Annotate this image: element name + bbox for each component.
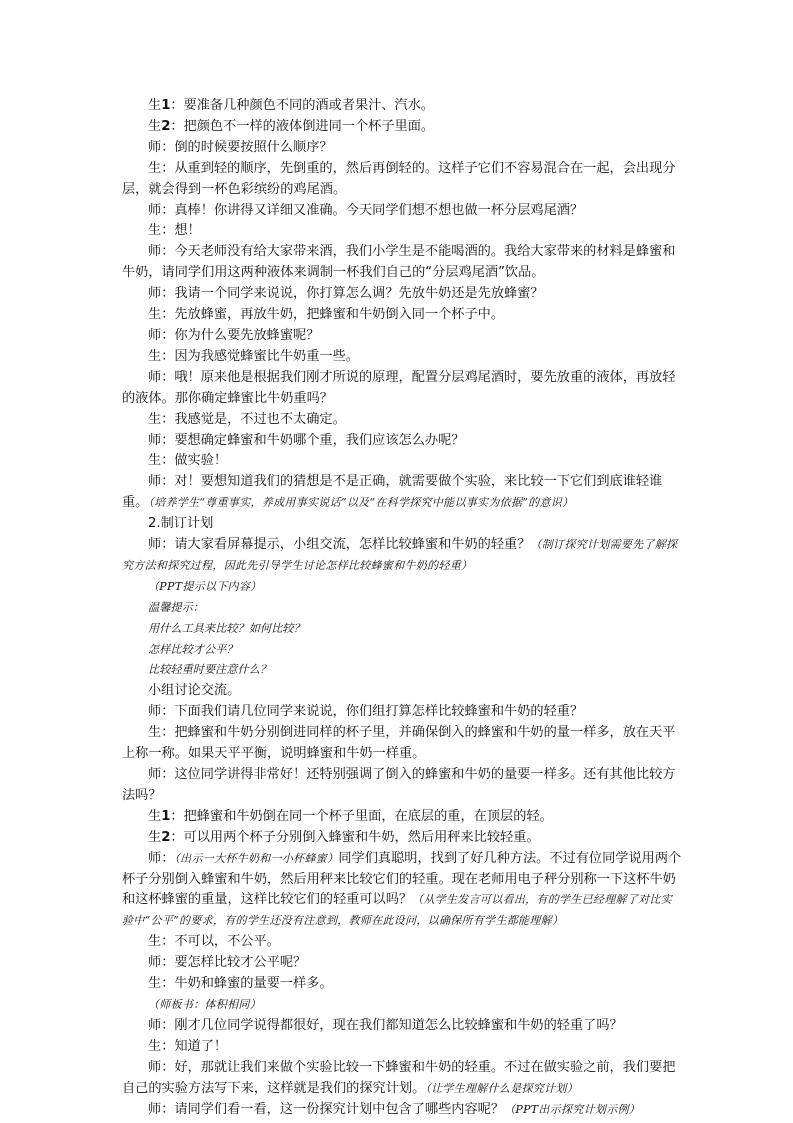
speaker: 师 bbox=[148, 286, 162, 302]
speaker: 生 bbox=[148, 160, 162, 176]
speaker: 师 bbox=[148, 1101, 162, 1117]
line-text: ：要准备几种颜色不同的酒或者果汁、汽水。 bbox=[170, 98, 435, 113]
line-text: ：从重到轻的顺序，先倒重的，然后再倒轻的。这样子它们不容易混合在一起，会出现分层，就会得到一杯色彩缤纷的鸡尾酒。 bbox=[122, 160, 676, 197]
tip-line: 比较轻重时要注意什么？ bbox=[148, 663, 272, 677]
speaker: 师 bbox=[148, 432, 162, 448]
tips-box bbox=[122, 598, 682, 682]
line-text: ：好，那就让我们来做个实验比较一下蜂蜜和牛奶的轻重。不过在做实验之前，我们要把自己的实验方法写下来，这样就是我们的探究计划。 bbox=[122, 1059, 676, 1096]
line-text: ：我感觉是，不过也不太确定。 bbox=[161, 411, 346, 427]
dialogue-line bbox=[122, 535, 682, 577]
line-text: ：刚才几位同学说得都很好，现在我们都知道怎么比较蜂蜜和牛奶的轻重了吗？ bbox=[161, 1017, 623, 1033]
speaker: 生 bbox=[148, 934, 162, 950]
tip-line: 怎样比较才公平？ bbox=[148, 642, 238, 656]
speaker: 生 bbox=[148, 976, 162, 992]
dialogue-line bbox=[122, 953, 682, 974]
line-text: ：知道了！ bbox=[161, 1038, 228, 1054]
speaker: 生 bbox=[148, 453, 162, 469]
ppt-hint: （PPT提示以下内容） bbox=[148, 579, 262, 593]
dialogue-line bbox=[122, 284, 682, 305]
dialogue-block-3 bbox=[122, 702, 682, 995]
speaker: 师 bbox=[148, 139, 162, 155]
line-text: ：先放蜂蜜，再放牛奶，把蜂蜜和牛奶倒入同一个杯子中。 bbox=[161, 307, 505, 323]
group-discuss: 小组讨论交流。 bbox=[148, 683, 241, 699]
dialogue-line bbox=[122, 368, 682, 410]
line-text: ：牛奶和蜂蜜的量要一样多。 bbox=[161, 976, 333, 992]
dialogue-line bbox=[122, 472, 682, 514]
line-text: ：请大家看屏幕提示，小组交流，怎样比较蜂蜜和牛奶的轻重？ bbox=[161, 537, 531, 553]
dialogue-line bbox=[122, 431, 682, 452]
speaker: 师 bbox=[148, 1059, 162, 1075]
speaker: 生 bbox=[148, 348, 162, 364]
speaker: 生 bbox=[148, 307, 162, 323]
teaching-note: （从学生发言可以看出，有的学生已经理解了对比实验中“公平”的要求，有的学生还没有注意到，教师在此设问，以确保所有学生都能理解） bbox=[122, 893, 673, 928]
dialogue-line bbox=[122, 723, 682, 765]
speaker-number: 1 bbox=[161, 98, 171, 113]
tip-line: 温馨提示： bbox=[148, 600, 204, 614]
speaker: 生 bbox=[148, 1038, 162, 1054]
dialogue-line bbox=[122, 702, 682, 723]
line-text: 同学们真聪明，找到了好几种方法。不过有位同学说用两个杯子分别倒入蜂蜜和牛奶，然后用秤来比较它们的轻重。现在老师用电子秤分别称一下这杯牛奶和这杯蜂蜜的重量，这样比较它们的轻重可以吗？ bbox=[122, 850, 682, 908]
speaker: 师 bbox=[148, 244, 162, 260]
dialogue-line bbox=[122, 1058, 682, 1100]
dialogue-line bbox=[122, 117, 682, 138]
tip-line: 用什么工具来比较？如何比较？ bbox=[148, 621, 305, 635]
dialogue-line bbox=[122, 765, 682, 807]
dialogue-block-1 bbox=[122, 96, 682, 514]
line-text: ：要怎样比较才公平呢？ bbox=[161, 955, 307, 971]
dialogue-line bbox=[122, 96, 682, 117]
dialogue-line bbox=[122, 347, 682, 368]
line-text: ：真棒！你讲得又详细又准确。今天同学们想不想也做一杯分层鸡尾酒？ bbox=[161, 202, 584, 218]
dialogue-line bbox=[122, 849, 682, 933]
speaker: 师 bbox=[148, 704, 162, 720]
line-text: ：对！要想知道我们的猜想是不是正确，就需要做个实验，来比较一下它们到底谁轻谁重。 bbox=[122, 474, 663, 511]
line-text: ：因为我感觉蜂蜜比牛奶重一些。 bbox=[161, 348, 359, 364]
teaching-note: （培养学生“尊重事实，养成用事实说话”以及“在科学探究中能以事实为依据”的意识） bbox=[148, 496, 574, 510]
speaker: 生 bbox=[148, 118, 162, 134]
speaker: 生 bbox=[148, 98, 162, 113]
speaker: 师 bbox=[148, 474, 162, 490]
line-text: ：请同学们看一看，这一份探究计划中包含了哪些内容呢？ bbox=[161, 1101, 505, 1117]
speaker: 师 bbox=[148, 767, 162, 782]
speaker-number: 2 bbox=[161, 118, 171, 134]
line-text: ：要想确定蜂蜜和牛奶哪个重，我们应该怎么办呢？ bbox=[161, 432, 465, 448]
dialogue-line bbox=[122, 305, 682, 326]
line-text: ：做实验！ bbox=[161, 453, 228, 469]
speaker: 师 bbox=[148, 850, 162, 866]
line-text: ：把颜色不一样的液体倒进同一个杯子里面。 bbox=[170, 118, 435, 134]
speaker: 师 bbox=[148, 955, 162, 971]
line-text: ：倒的时候要按照什么顺序？ bbox=[161, 139, 333, 155]
lesson-transcript bbox=[122, 96, 682, 1120]
stage-note: （出示一大杯牛奶和一小杯蜂蜜） bbox=[174, 851, 339, 865]
speaker: 生 bbox=[148, 829, 162, 845]
speaker: 生 bbox=[148, 808, 162, 824]
dialogue-line bbox=[122, 451, 682, 472]
line-text: ：下面我们请几位同学来说说，你们组打算怎样比较蜂蜜和牛奶的轻重？ bbox=[161, 704, 584, 720]
line-text: ：今天老师没有给大家带来酒，我们小学生是不能喝酒的。我给大家带来的材料是蜂蜜和牛奶，请同学们用这两种液体来调制一杯我们自己的“分层鸡尾酒”饮品。 bbox=[122, 244, 676, 281]
line-text: ： bbox=[161, 850, 175, 866]
speaker: 师 bbox=[148, 327, 162, 343]
speaker: 师 bbox=[148, 537, 162, 553]
board-note: （师板书：体积相同） bbox=[148, 997, 261, 1011]
dialogue-line bbox=[122, 410, 682, 431]
dialogue-line bbox=[122, 1016, 682, 1037]
dialogue-line bbox=[122, 974, 682, 995]
dialogue-line bbox=[122, 242, 682, 284]
line-text: ：把蜂蜜和牛奶倒在同一个杯子里面，在底层的重，在顶层的轻。 bbox=[170, 808, 553, 824]
dialogue-line bbox=[122, 221, 682, 242]
speaker: 师 bbox=[148, 369, 162, 385]
speaker: 师 bbox=[148, 202, 162, 218]
dialogue-line bbox=[122, 1037, 682, 1058]
line-text: ：哦！原来他是根据我们刚才所说的原理，配置分层鸡尾酒时，要先放重的液体，再放轻的液体。那你确定蜂蜜比牛奶重吗？ bbox=[122, 369, 676, 406]
speaker: 生 bbox=[148, 725, 162, 741]
dialogue-line bbox=[122, 807, 682, 828]
speaker: 生 bbox=[148, 223, 162, 239]
teaching-note: （让学生理解什么是探究计划） bbox=[425, 1081, 579, 1095]
line-text: ：不可以，不公平。 bbox=[161, 934, 280, 950]
dialogue-line bbox=[122, 932, 682, 953]
dialogue-line bbox=[122, 326, 682, 347]
speaker-number: 2 bbox=[161, 829, 171, 845]
line-text: ：我请一个同学来说说，你打算怎么调？先放牛奶还是先放蜂蜜？ bbox=[161, 286, 544, 302]
line-text: ：可以用两个杯子分别倒入蜂蜜和牛奶，然后用秤来比较轻重。 bbox=[170, 829, 540, 845]
speaker-number: 1 bbox=[161, 808, 171, 824]
speaker: 师 bbox=[148, 1017, 162, 1033]
speaker: 生 bbox=[148, 411, 162, 427]
line-text: ：把蜂蜜和牛奶分别倒进同样的杯子里，并确保倒入的蜂蜜和牛奶的量一样多，放在天平上称一称。如果天平平衡，说明蜂蜜和牛奶一样重。 bbox=[122, 725, 676, 762]
teaching-note: （PPT出示探究计划示例） bbox=[504, 1102, 641, 1116]
line-text: ：想！ bbox=[161, 223, 201, 239]
line-text: ：你为什么要先放蜂蜜呢？ bbox=[161, 327, 320, 343]
dialogue-line bbox=[122, 828, 682, 849]
section-title: 2.制订计划 bbox=[148, 516, 214, 532]
dialogue-line bbox=[122, 1100, 682, 1121]
line-text: ：这位同学讲得非常好！还特别强调了倒入的蜂蜜和牛奶的量要一样多。还有其他比较方法吗？ bbox=[122, 767, 676, 803]
dialogue-line bbox=[122, 138, 682, 159]
teaching-note: （制订探究计划需要先了解探究方法和探究过程，因此先引导学生讨论怎样比较蜂蜜和牛奶的轻重） bbox=[122, 538, 678, 572]
dialogue-block-4 bbox=[122, 1016, 682, 1121]
dialogue-line bbox=[122, 201, 682, 222]
dialogue-line bbox=[122, 159, 682, 201]
